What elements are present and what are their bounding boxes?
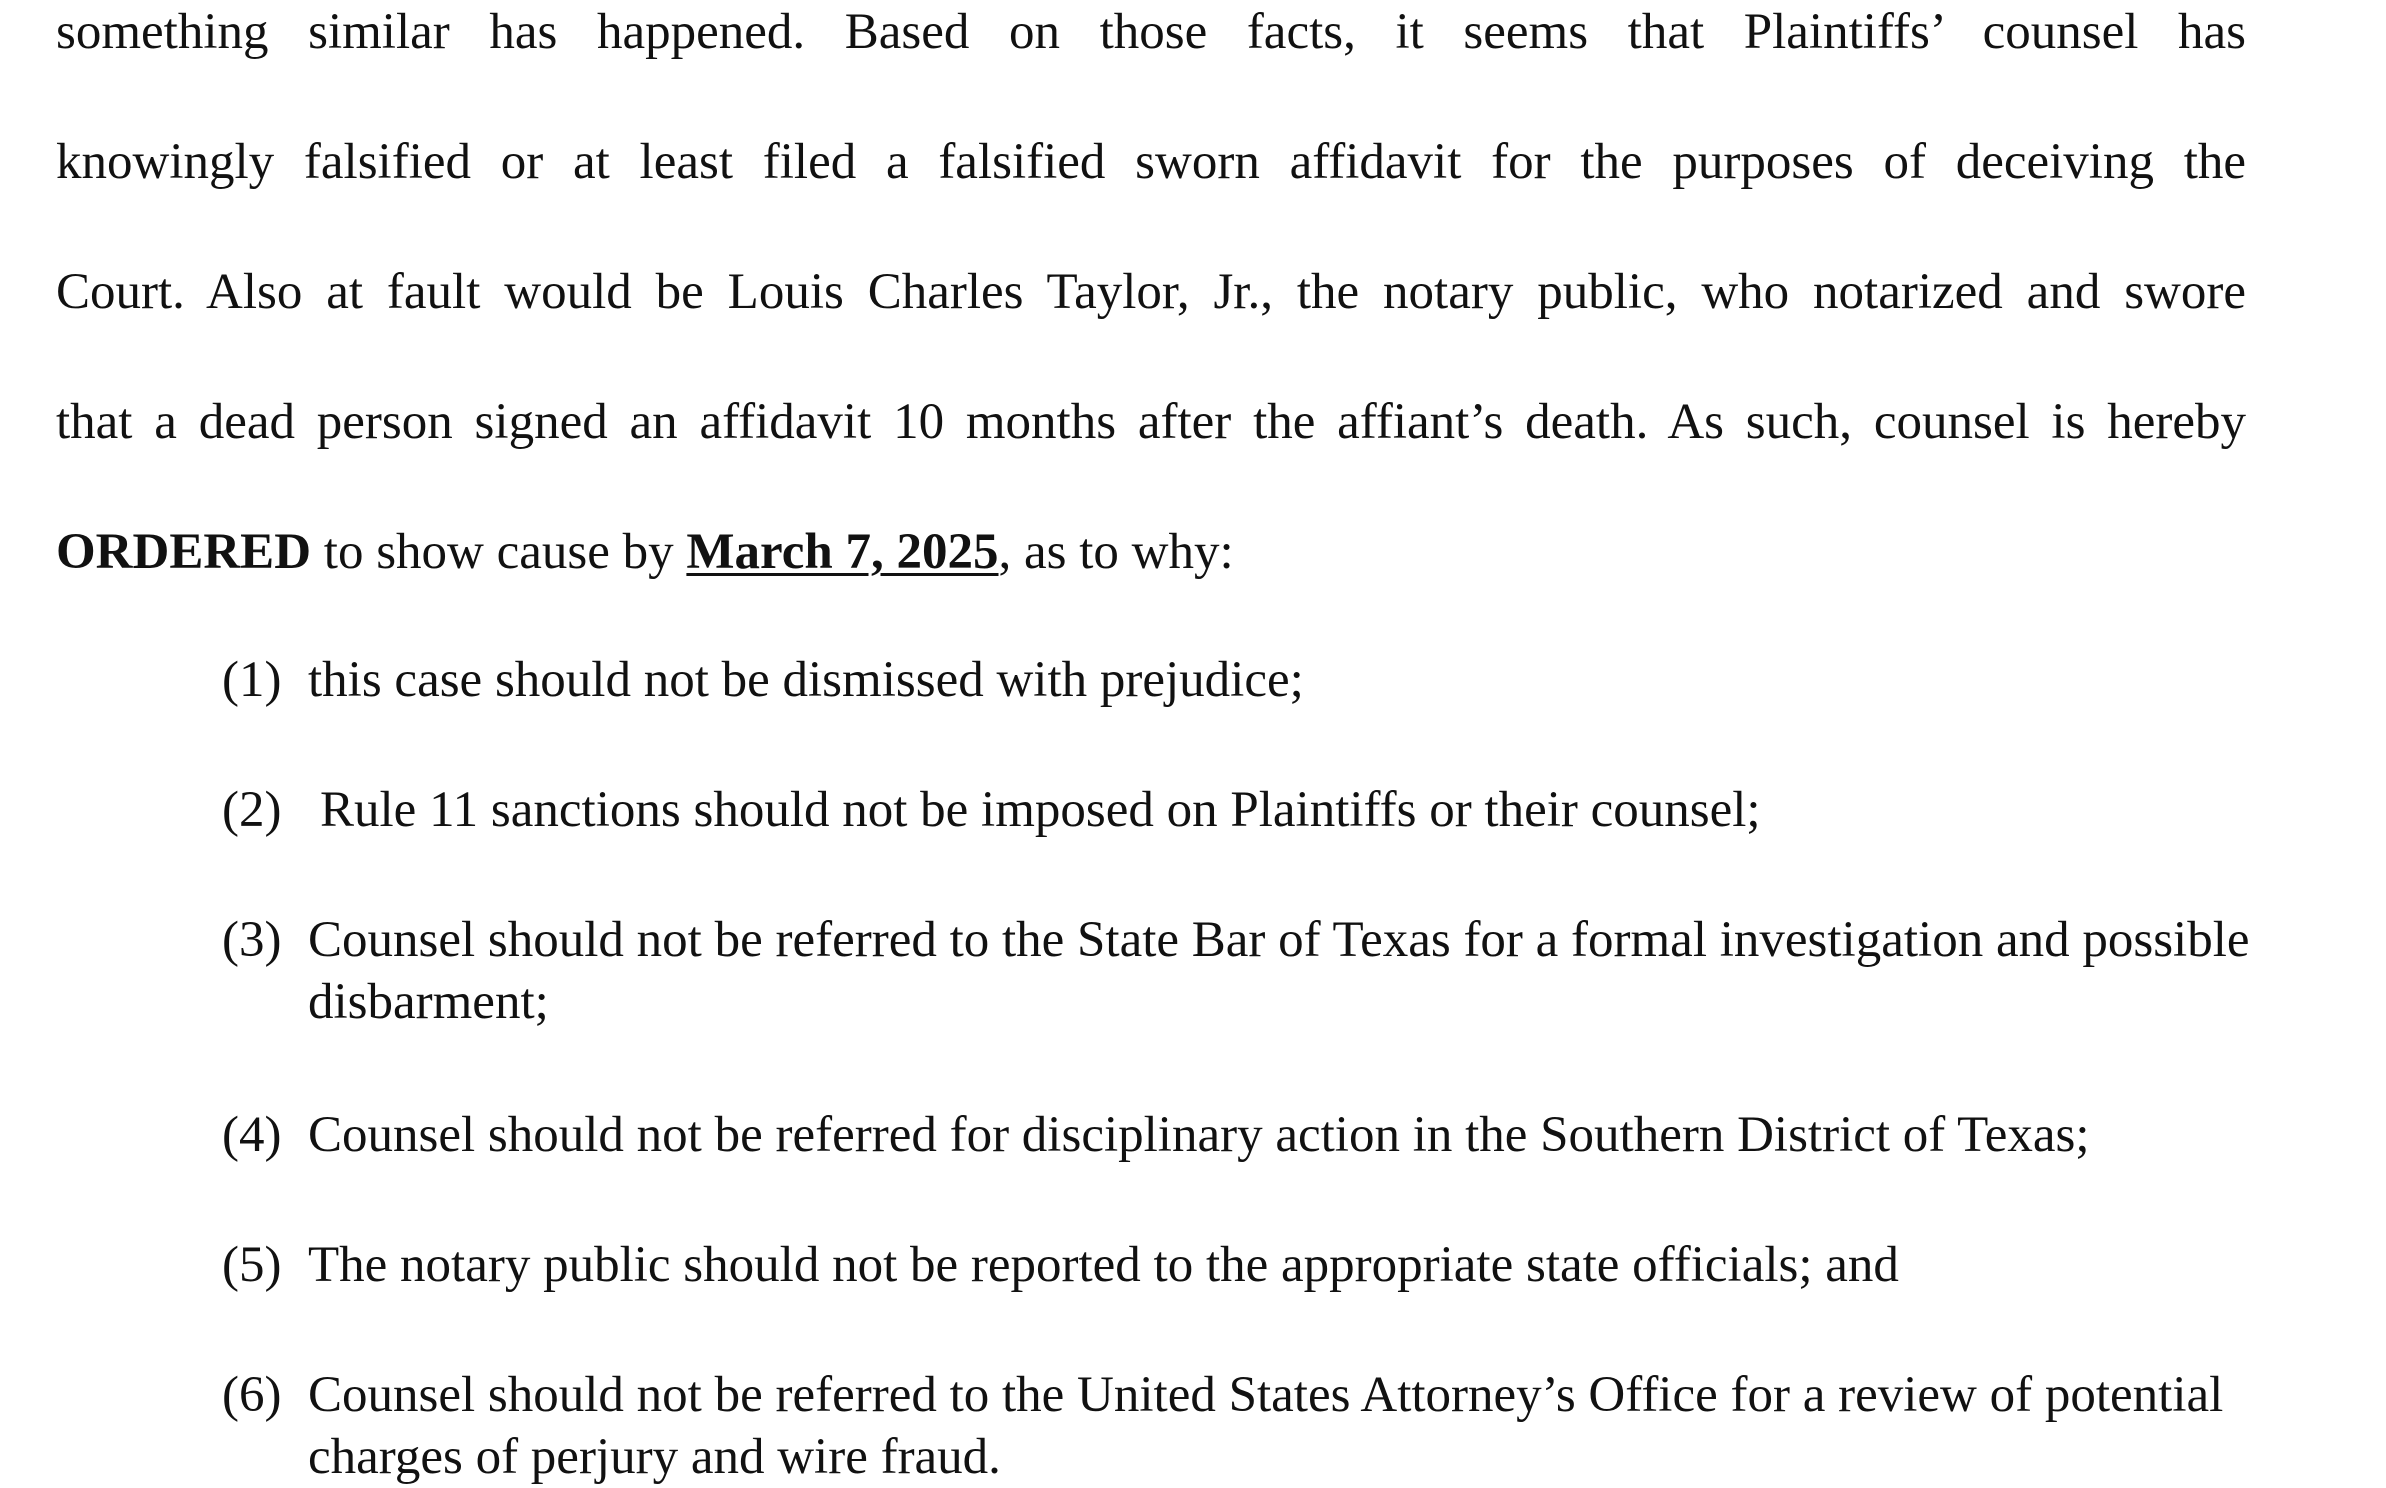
list-item-5: [222, 1234, 2252, 1296]
list-item-text: Counsel should not be referred for disciplinary action in the Southern District of Texas;: [308, 1107, 2090, 1163]
list-item-text: this case should not be dismissed with prejudice;: [308, 652, 1304, 708]
paragraph-line-3: Court. Also at fault would be Louis Charles Taylor, Jr., the notary public, who notarized and swore: [56, 264, 2246, 320]
show-cause-text: to show cause by: [311, 524, 687, 580]
list-item-text: Counsel should not be referred to the State Bar of Texas for a formal investigation and possible disbarment;: [308, 912, 2250, 1030]
list-item-4: [222, 1104, 2252, 1166]
list-item-number: (6): [222, 1367, 282, 1423]
list-item-number: (2): [222, 782, 282, 838]
paragraph-line-2: knowingly falsified or at least filed a falsified sworn affidavit for the purposes of deceiving the: [56, 134, 2246, 190]
list-item-2: [222, 779, 2252, 841]
as-to-why-text: , as to why:: [998, 524, 1234, 580]
list-item-number: (3): [222, 912, 282, 968]
paragraph-line-4: that a dead person signed an affidavit 10 months after the affiant’s death. As such, counsel is hereby: [56, 394, 2246, 450]
list-item-text: The notary public should not be reported to the appropriate state officials; and: [308, 1237, 1899, 1293]
list-item-number: (4): [222, 1107, 282, 1163]
deadline-date: March 7, 2025: [686, 524, 999, 580]
list-item-text: Rule 11 sanctions should not be imposed on Plaintiffs or their counsel;: [320, 782, 1761, 838]
list-item-text: Counsel should not be referred to the United States Attorney’s Office for a review of potential charges of perjury and wire fraud.: [308, 1367, 2224, 1485]
list-item-number: (5): [222, 1237, 282, 1293]
list-item-6: [222, 1364, 2252, 1488]
paragraph-line-5: [56, 522, 2246, 582]
ordered-label: ORDERED: [56, 524, 312, 580]
list-item-1: [222, 649, 2252, 711]
list-item-number: (1): [222, 652, 282, 708]
list-item-3: [222, 909, 2252, 1033]
paragraph-line-1: something similar has happened. Based on those facts, it seems that Plaintiffs’ counsel has: [56, 4, 2246, 60]
